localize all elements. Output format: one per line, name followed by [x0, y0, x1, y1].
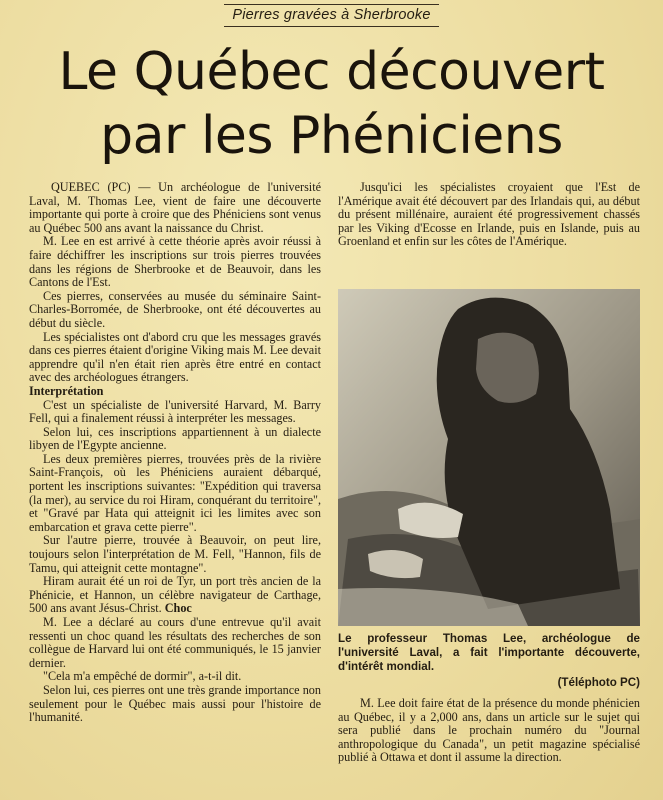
paragraph: Selon lui, ces inscriptions appartiennent à un dialecte libyen de l'Egypte ancienne.: [29, 424, 321, 453]
paragraph: Les spécialistes ont d'abord cru que les messages gravés dans ces pierres étaient d'origine Viking mais M. Lee devait apprendre qu'il n'en était rien après être entré en contact avec des archéologues étrangers.: [29, 329, 321, 385]
paragraph-text: Hiram aurait été un roi de Tyr, un port très ancien de la Phénicie, et Hannon, un célèbre navigateur de Carthage, 500 ans avant Jésus-Christ.: [29, 574, 321, 616]
photo-illustration: [338, 289, 640, 626]
column-right-top: [338, 181, 640, 249]
article-headline: [0, 40, 663, 168]
paragraph: "Cela m'a empêché de dormir", a-t-il dit.: [43, 669, 242, 684]
headline-line-2: par les Phéniciens: [100, 106, 563, 166]
column-left: [29, 181, 321, 725]
photo-caption: Le professeur Thomas Lee, archéologue de l'université Laval, a fait l'importante découverte, d'intérêt mondial.: [338, 632, 640, 673]
photo-credit: (Téléphoto PC): [557, 676, 640, 689]
paragraph: Jusqu'ici les spécialistes croyaient que l'Est de l'Amérique avait été découvert par des Irlandais qui, au début du présent millénaire, auraient été progressivement chassés par les Viking d'Ecosse en Irlande, puis en Islande, puis au Groenland et enfin sur les côtes de l'Amérique.: [338, 180, 640, 249]
column-right-bottom: [338, 697, 640, 765]
kicker-wrap: [0, 4, 663, 27]
subhead-choc: Choc: [164, 601, 192, 616]
paragraph: M. Lee a déclaré au cours d'une entrevue qu'il avait ressenti un choc quand les résultats des recherches de son collègue de Harvard lui ont été communiqués, le 15 janvier dernier.: [29, 615, 321, 670]
subhead-interpretation: Interprétation: [29, 383, 104, 398]
headline-line-1: Le Québec découvert: [58, 42, 605, 102]
paragraph: Les deux premières pierres, trouvées près de la rivière Saint-François, où les Phéniciens auraient débarqué, portent les inscriptions suivantes: "Expédition qui traversa (la mer), au service du roi Hiram, conquérant du territoire", et "Gravé par Hata qui atteignit ici les limites avec son embarcation et grava cette pierre".: [29, 451, 321, 534]
paragraph: Ces pierres, conservées au musée du séminaire Saint-Charles-Borromée, de Sherbrooke, ont été découvertes au début du siècle.: [29, 288, 321, 330]
article-kicker: Pierres gravées à Sherbrooke: [224, 4, 438, 27]
paragraph: M. Lee doit faire état de la présence du monde phénicien au Québec, il y a 2,000 ans, dans un article sur le sujet qui sera publié dans le prochain numéro du "Journal anthropologique du Canada", un petit magazine spécialisé publié à Ottawa et dont il assume la direction.: [338, 696, 640, 765]
paragraph: [29, 575, 321, 616]
paragraph: Selon lui, ces pierres ont une très grande importance non seulement pour le Québec mais aussi pour l'histoire de l'humanité.: [29, 682, 321, 725]
paragraph: M. Lee en est arrivé à cette théorie après avoir réussi à faire déchiffrer les inscriptions sur trois pierres trouvées dans les régions de Sherbrooke et de Beauvoir, dans les Cantons de l'Est.: [29, 234, 321, 290]
paragraph: C'est un spécialiste de l'université Harvard, M. Barry Fell, qui a finalement réussi à interpréter les messages.: [29, 397, 321, 426]
paragraph: QUEBEC (PC) — Un archéologue de l'université Laval, M. Thomas Lee, vient de faire une découverte importante qui porte à croire que des Phéniciens sont venus au Québec 500 ans avant la naissance du Christ.: [29, 180, 321, 235]
paragraph: Sur l'autre pierre, trouvée à Beauvoir, on peut lire, toujours selon l'interprétation de M. Fell, "Hannon, fils de Tamu, qui atteignit cette montagne".: [29, 533, 321, 575]
news-photo: [338, 289, 640, 626]
